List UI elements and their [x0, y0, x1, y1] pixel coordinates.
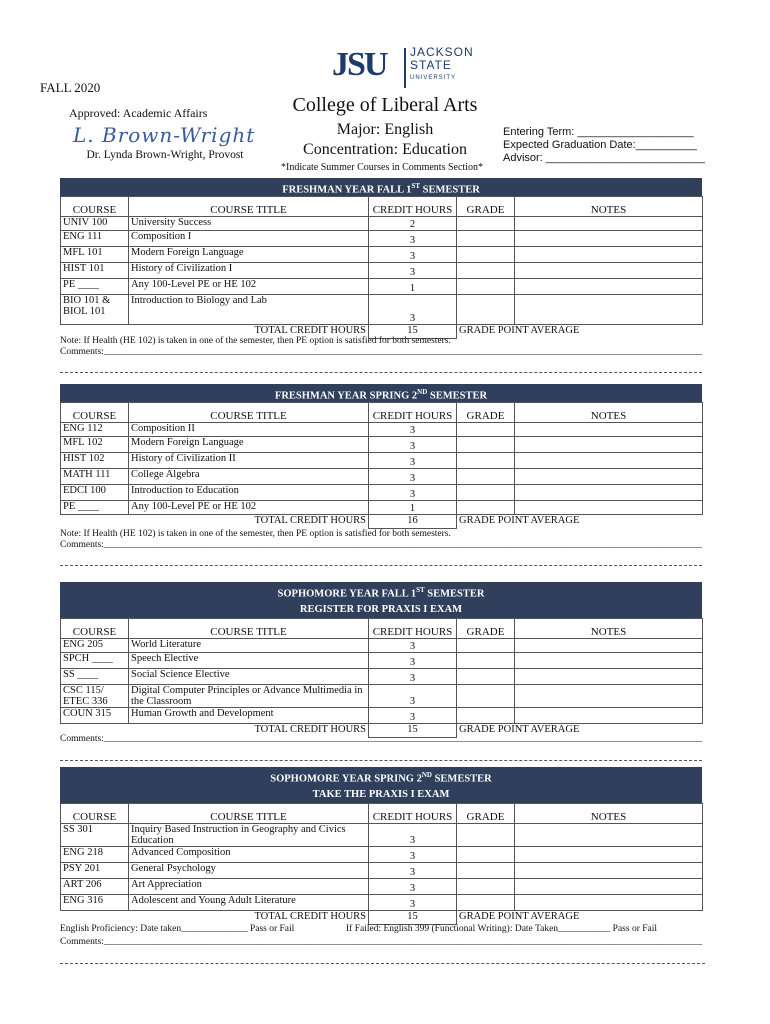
- semester-header: [60, 384, 702, 402]
- course-code: PE ____: [61, 501, 129, 515]
- credit-hours: 1: [369, 501, 457, 515]
- course-title: Modern Foreign Language: [129, 247, 369, 263]
- semester-header: [60, 178, 702, 196]
- semester-subtitle: TAKE THE PRAXIS I EXAM: [312, 788, 450, 800]
- notes-cell[interactable]: [515, 501, 703, 515]
- credit-hours: 3: [369, 863, 457, 879]
- table-row: [61, 501, 703, 515]
- notes-cell[interactable]: [515, 653, 703, 669]
- course-title: Composition I: [129, 231, 369, 247]
- notes-cell[interactable]: [515, 279, 703, 295]
- table-row: [61, 485, 703, 501]
- credit-hours: 3: [369, 231, 457, 247]
- semester-title-suffix: SEMESTER: [427, 390, 488, 402]
- semester-header: [60, 767, 702, 803]
- course-code: ENG 112: [61, 423, 129, 437]
- course-code: BIO 101 & BIOL 101: [61, 295, 129, 325]
- provost-name: Dr. Lynda Brown-Wright, Provost: [86, 149, 244, 161]
- semester-section: [60, 582, 702, 738]
- course-title: Advanced Composition: [129, 847, 369, 863]
- course-title: Human Growth and Development: [129, 708, 369, 724]
- grade-cell[interactable]: [457, 847, 515, 863]
- course-code: PE ____: [61, 279, 129, 295]
- credit-hours: 3: [369, 295, 457, 325]
- if-failed-note: If Failed: English 399 (Functional Writing): Date Taken___________ Pass or Fail: [346, 924, 658, 934]
- course-code: MFL 101: [61, 247, 129, 263]
- course-title: General Psychology: [129, 863, 369, 879]
- column-header-course: COURSE: [61, 403, 129, 423]
- notes-cell[interactable]: [515, 217, 703, 231]
- logo-line-3: UNIVERSITY: [410, 75, 457, 81]
- semester-title-ordinal: ST: [416, 586, 425, 594]
- table-row: [61, 685, 703, 708]
- credit-hours: 3: [369, 847, 457, 863]
- course-title: Composition II: [129, 423, 369, 437]
- course-title: History of Civilization II: [129, 453, 369, 469]
- semester-title: [60, 386, 702, 403]
- semester-title-suffix: SEMESTER: [431, 773, 492, 785]
- comments-line[interactable]: Comments:______________________________________________________________________________________________________________________________: [60, 937, 703, 947]
- table-row: [61, 247, 703, 263]
- course-title: Adolescent and Young Adult Literature: [129, 895, 369, 911]
- comments-line[interactable]: Comments:______________________________________________________________________________________________________________________________: [60, 540, 702, 550]
- credit-hours: 3: [369, 653, 457, 669]
- table-row: [61, 863, 703, 879]
- semester-section: [60, 384, 702, 529]
- column-header-notes: NOTES: [515, 619, 703, 639]
- grade-cell[interactable]: [457, 437, 515, 453]
- table-row: [61, 669, 703, 685]
- course-title: Inquiry Based Instruction in Geography and Civics Education: [129, 824, 369, 847]
- column-header-row: [61, 197, 703, 217]
- grade-cell[interactable]: [457, 639, 515, 653]
- total-credit-hours-label: TOTAL CREDIT HOURS: [254, 515, 366, 526]
- comments-line[interactable]: Comments:______________________________________________________________________________________________________________________________: [60, 347, 702, 357]
- notes-cell[interactable]: [515, 469, 703, 485]
- semester-title-ordinal: ST: [411, 182, 420, 190]
- course-title: Any 100-Level PE or HE 102: [129, 279, 369, 295]
- semester-title-main: SOPHOMORE YEAR FALL 1: [277, 588, 417, 600]
- course-title: World Literature: [129, 639, 369, 653]
- concentration-label: Concentration: Education: [303, 141, 467, 158]
- notes-cell[interactable]: [515, 453, 703, 469]
- course-code: UNIV 100: [61, 217, 129, 231]
- grade-cell[interactable]: [457, 217, 515, 231]
- grade-cell[interactable]: [457, 247, 515, 263]
- column-header-grade: GRADE: [457, 804, 515, 824]
- course-code: MATH 111: [61, 469, 129, 485]
- table-row: [61, 453, 703, 469]
- table-row: [61, 879, 703, 895]
- credit-hours: 3: [369, 423, 457, 437]
- course-title: Introduction to Education: [129, 485, 369, 501]
- notes-cell[interactable]: [515, 437, 703, 453]
- grade-cell[interactable]: [457, 824, 515, 847]
- course-title: College Algebra: [129, 469, 369, 485]
- notes-cell[interactable]: [515, 423, 703, 437]
- summer-note: *Indicate Summer Courses in Comments Section*: [281, 162, 483, 173]
- total-row: [61, 911, 703, 925]
- course-code: SS ____: [61, 669, 129, 685]
- table-row: [61, 279, 703, 295]
- course-code: SPCH ____: [61, 653, 129, 669]
- course-code: CSC 115/ ETEC 336: [61, 685, 129, 708]
- divider: [60, 565, 702, 566]
- credit-hours: 2: [369, 217, 457, 231]
- notes-cell[interactable]: [515, 895, 703, 911]
- table-row: [61, 217, 703, 231]
- approval-stamp: [65, 106, 265, 161]
- grade-cell[interactable]: [457, 485, 515, 501]
- grade-cell[interactable]: [457, 708, 515, 724]
- credit-hours: 3: [369, 708, 457, 724]
- course-table: [60, 402, 703, 529]
- semester-title-suffix: SEMESTER: [419, 184, 480, 196]
- notes-cell[interactable]: [515, 295, 703, 325]
- approval-title: Approved: Academic Affairs: [69, 106, 208, 120]
- table-row: [61, 295, 703, 325]
- divider: [60, 963, 705, 964]
- column-header-course: COURSE: [61, 804, 129, 824]
- table-row: [61, 824, 703, 847]
- grade-cell[interactable]: [457, 669, 515, 685]
- total-credit-hours-value: 15: [369, 724, 457, 738]
- table-row: [61, 653, 703, 669]
- course-table: [60, 803, 703, 925]
- course-title: Social Science Elective: [129, 669, 369, 685]
- course-code: EDCI 100: [61, 485, 129, 501]
- grade-cell[interactable]: [457, 231, 515, 247]
- credit-hours: 3: [369, 263, 457, 279]
- column-header-grade: GRADE: [457, 403, 515, 423]
- grade-cell[interactable]: [457, 279, 515, 295]
- table-row: [61, 263, 703, 279]
- course-title: Speech Elective: [129, 653, 369, 669]
- logo-wordmark: [410, 46, 474, 85]
- grade-cell[interactable]: [457, 863, 515, 879]
- semester-section: [60, 767, 702, 925]
- course-code: HIST 102: [61, 453, 129, 469]
- notes-cell[interactable]: [515, 879, 703, 895]
- course-title: Digital Computer Principles or Advance Multimedia in the Classroom: [129, 685, 369, 708]
- credit-hours: 3: [369, 453, 457, 469]
- column-header-notes: NOTES: [515, 403, 703, 423]
- total-credit-hours-label: TOTAL CREDIT HOURS: [254, 325, 366, 336]
- course-code: ENG 218: [61, 847, 129, 863]
- table-row: [61, 639, 703, 653]
- course-title: University Success: [129, 217, 369, 231]
- gpa-label: GRADE POINT AVERAGE: [459, 325, 580, 336]
- grade-cell[interactable]: [457, 423, 515, 437]
- column-header-grade: GRADE: [457, 619, 515, 639]
- notes-cell[interactable]: [515, 824, 703, 847]
- notes-cell[interactable]: [515, 863, 703, 879]
- table-row: [61, 895, 703, 911]
- column-header-row: [61, 403, 703, 423]
- logo-mark: JSU: [332, 46, 387, 83]
- course-title: Art Appreciation: [129, 879, 369, 895]
- grade-cell[interactable]: [457, 453, 515, 469]
- table-row: [61, 437, 703, 453]
- semester-title-suffix: SEMESTER: [424, 588, 485, 600]
- course-code: HIST 101: [61, 263, 129, 279]
- column-header-notes: NOTES: [515, 804, 703, 824]
- grade-cell[interactable]: [457, 653, 515, 669]
- divider: [60, 760, 702, 761]
- course-code: ENG 111: [61, 231, 129, 247]
- provost-signature: L. Brown-Wright: [73, 123, 256, 147]
- credit-hours: 3: [369, 639, 457, 653]
- notes-cell[interactable]: [515, 708, 703, 724]
- notes-cell[interactable]: [515, 247, 703, 263]
- college-title: College of Liberal Arts: [292, 94, 478, 116]
- total-credit-hours-value: 16: [369, 515, 457, 529]
- total-credit-hours-value: 15: [369, 911, 457, 925]
- table-row: [61, 231, 703, 247]
- table-row: [61, 708, 703, 724]
- semester-title-ordinal: ND: [417, 388, 428, 396]
- course-code: MFL 102: [61, 437, 129, 453]
- health-note: Note: If Health (HE 102) is taken in one of the semester, then PE option is satisfied for both semesters.: [60, 529, 451, 539]
- credit-hours: 1: [369, 279, 457, 295]
- column-header-row: [61, 619, 703, 639]
- credit-hours: 3: [369, 895, 457, 911]
- course-code: ENG 316: [61, 895, 129, 911]
- course-code: COUN 315: [61, 708, 129, 724]
- total-row: [61, 515, 703, 529]
- major-block: [280, 120, 490, 160]
- semester-title-main: FRESHMAN YEAR SPRING 2: [274, 390, 418, 402]
- advisor-field[interactable]: Advisor: __________________________: [503, 152, 705, 164]
- semester-title: [60, 584, 702, 601]
- logo-line-1: JACKSON: [410, 45, 474, 59]
- gpa-label: GRADE POINT AVERAGE: [459, 911, 580, 922]
- column-header-title: COURSE TITLE: [129, 403, 369, 423]
- credit-hours: 3: [369, 824, 457, 847]
- semester-title: [60, 180, 702, 197]
- course-table: [60, 196, 703, 339]
- column-header-title: COURSE TITLE: [129, 619, 369, 639]
- notes-cell[interactable]: [515, 639, 703, 653]
- grade-cell[interactable]: [457, 295, 515, 325]
- course-code: PSY 201: [61, 863, 129, 879]
- column-header-notes: NOTES: [515, 197, 703, 217]
- column-header-course: COURSE: [61, 619, 129, 639]
- grade-cell[interactable]: [457, 501, 515, 515]
- grade-cell[interactable]: [457, 895, 515, 911]
- logo-divider: [404, 48, 406, 88]
- table-row: [61, 847, 703, 863]
- total-credit-hours-label: TOTAL CREDIT HOURS: [254, 724, 366, 735]
- grade-cell[interactable]: [457, 685, 515, 708]
- course-title: Modern Foreign Language: [129, 437, 369, 453]
- credit-hours: 3: [369, 669, 457, 685]
- entering-term-field[interactable]: Entering Term: ___________________: [503, 126, 694, 138]
- column-header-row: [61, 804, 703, 824]
- student-info: [503, 126, 705, 165]
- semester-title: [60, 769, 702, 786]
- notes-cell[interactable]: [515, 669, 703, 685]
- course-title: History of Civilization I: [129, 263, 369, 279]
- column-header-grade: GRADE: [457, 197, 515, 217]
- credit-hours: 3: [369, 879, 457, 895]
- expected-graduation-field[interactable]: Expected Graduation Date:__________: [503, 139, 697, 151]
- major-label: Major: English: [336, 121, 434, 138]
- course-title: Introduction to Biology and Lab: [129, 295, 369, 325]
- semester-subtitle: REGISTER FOR PRAXIS I EXAM: [299, 603, 463, 615]
- term-label: FALL 2020: [40, 80, 101, 95]
- credit-hours: 3: [369, 685, 457, 708]
- notes-cell[interactable]: [515, 485, 703, 501]
- semester-title-main: SOPHOMORE YEAR SPRING 2: [270, 773, 422, 785]
- column-header-course: COURSE: [61, 197, 129, 217]
- column-header-hours: CREDIT HOURS: [369, 619, 457, 639]
- divider: [60, 372, 702, 373]
- credit-hours: 3: [369, 437, 457, 453]
- grade-cell[interactable]: [457, 469, 515, 485]
- course-title: Any 100-Level PE or HE 102: [129, 501, 369, 515]
- table-row: [61, 423, 703, 437]
- column-header-title: COURSE TITLE: [129, 804, 369, 824]
- grade-cell[interactable]: [457, 263, 515, 279]
- semester-header: [60, 582, 702, 618]
- column-header-hours: CREDIT HOURS: [369, 804, 457, 824]
- notes-cell[interactable]: [515, 847, 703, 863]
- comments-line[interactable]: Comments:______________________________________________________________________________________________________________________________: [60, 734, 702, 744]
- english-proficiency: English Proficiency: Date taken______________ Pass or Fail: [60, 924, 295, 934]
- column-header-hours: CREDIT HOURS: [369, 403, 457, 423]
- total-credit-hours-label: TOTAL CREDIT HOURS: [254, 911, 366, 922]
- credit-hours: 3: [369, 485, 457, 501]
- total-credit-hours-value: 15: [369, 325, 457, 339]
- gpa-label: GRADE POINT AVERAGE: [459, 724, 580, 735]
- notes-cell[interactable]: [515, 263, 703, 279]
- semester-section: [60, 178, 702, 339]
- semester-title-ordinal: ND: [421, 771, 432, 779]
- notes-cell[interactable]: [515, 685, 703, 708]
- university-logo: [332, 44, 474, 90]
- column-header-title: COURSE TITLE: [129, 197, 369, 217]
- course-code: SS 301: [61, 824, 129, 847]
- course-code: ENG 205: [61, 639, 129, 653]
- credit-hours: 3: [369, 247, 457, 263]
- semester-title-main: FRESHMAN YEAR FALL 1: [282, 184, 412, 196]
- logo-line-2: STATE: [410, 58, 452, 72]
- credit-hours: 3: [369, 469, 457, 485]
- table-row: [61, 469, 703, 485]
- course-table: [60, 618, 703, 738]
- health-note: Note: If Health (HE 102) is taken in one of the semester, then PE option is satisfied for both semesters.: [60, 336, 451, 346]
- grade-cell[interactable]: [457, 879, 515, 895]
- gpa-label: GRADE POINT AVERAGE: [459, 515, 580, 526]
- course-code: ART 206: [61, 879, 129, 895]
- notes-cell[interactable]: [515, 231, 703, 247]
- column-header-hours: CREDIT HOURS: [369, 197, 457, 217]
